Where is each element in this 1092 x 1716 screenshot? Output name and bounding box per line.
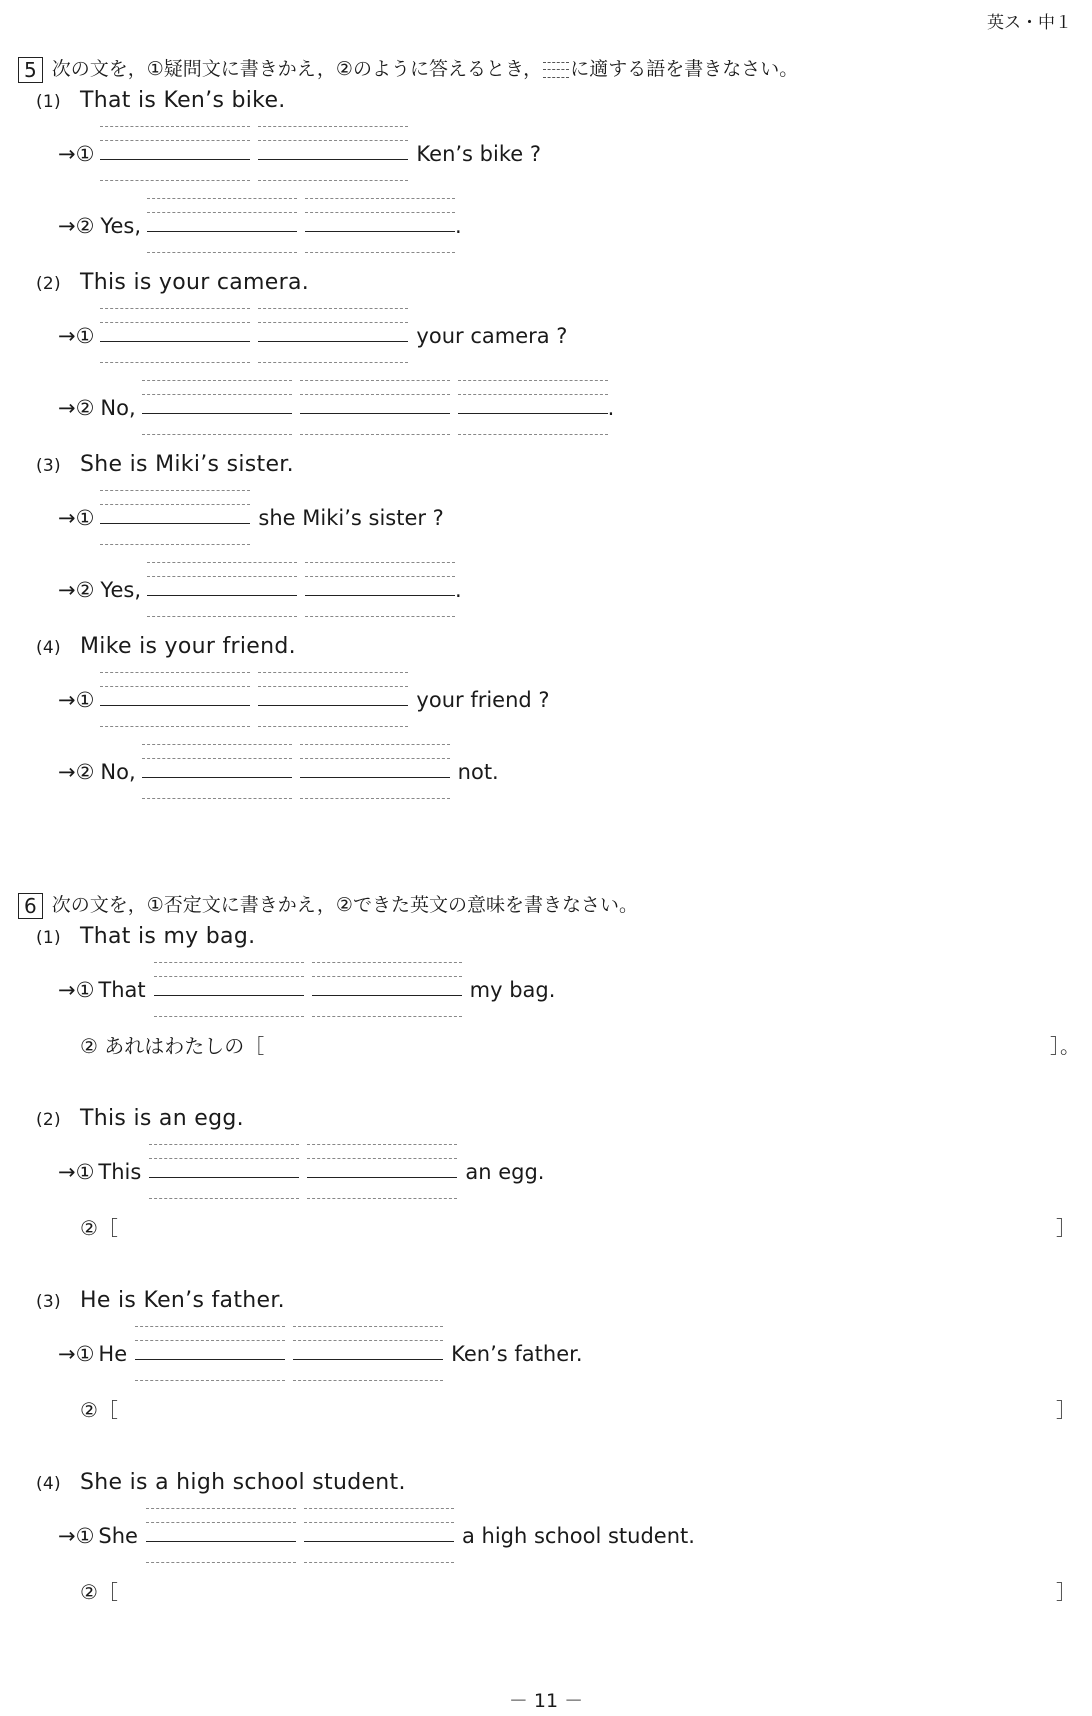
translation-6-4-close: ］	[1056, 1580, 1076, 1604]
answer-5-4-2: →② No, not.	[58, 744, 499, 802]
question-5-3: (3) She is Miki’s sister.	[36, 452, 294, 477]
section5-heading	[18, 54, 798, 83]
section6-number: 6	[18, 893, 43, 919]
answer-blank[interactable]	[300, 744, 450, 802]
answer-6-1-1: →① That my bag.	[58, 962, 555, 1020]
answer-5-2-2: →② No, .	[58, 380, 614, 438]
section6-instruction: 次の文を，①否定文に書きかえ，②できた英文の意味を書きなさい。	[51, 894, 638, 916]
answer-blank[interactable]	[142, 744, 292, 802]
answer-6-3-1: →① He Ken’s father.	[58, 1326, 583, 1384]
blank-symbol	[543, 62, 569, 78]
page-number: － 11 －	[508, 1690, 584, 1712]
answer-blank[interactable]	[100, 308, 250, 366]
answer-blank[interactable]	[258, 126, 408, 184]
answer-blank[interactable]	[305, 198, 455, 256]
answer-blank[interactable]	[307, 1144, 457, 1202]
answer-blank[interactable]	[100, 490, 250, 548]
answer-6-4-1: →① She a high school student.	[58, 1508, 695, 1566]
translation-6-1[interactable]: ② あれはわたしの［	[80, 1034, 265, 1058]
answer-5-4-1: →① your friend ?	[58, 672, 550, 730]
translation-6-4[interactable]: ②［	[80, 1580, 118, 1604]
section5-number: 5	[18, 57, 43, 83]
question-6-4: (4) She is a high school student.	[36, 1470, 406, 1495]
answer-blank[interactable]	[304, 1508, 454, 1566]
translation-6-2[interactable]: ②［	[80, 1216, 118, 1240]
answer-blank[interactable]	[305, 562, 455, 620]
answer-5-2-1: →① your camera ?	[58, 308, 567, 366]
section6-heading	[18, 890, 638, 919]
translation-6-3-close: ］	[1056, 1398, 1076, 1422]
translation-6-3[interactable]: ②［	[80, 1398, 118, 1422]
section5-instruction-pre: 次の文を，①疑問文に書きかえ，②のように答えるとき，	[51, 58, 543, 80]
answer-blank[interactable]	[258, 308, 408, 366]
question-5-1: (1) That is Ken’s bike.	[36, 88, 286, 113]
answer-5-3-2: →② Yes, .	[58, 562, 462, 620]
translation-6-2-close: ］	[1056, 1216, 1076, 1240]
question-6-2: (2) This is an egg.	[36, 1106, 244, 1131]
answer-blank[interactable]	[100, 126, 250, 184]
answer-blank[interactable]	[154, 962, 304, 1020]
translation-6-1-close: ］。	[1050, 1034, 1080, 1058]
answer-blank[interactable]	[300, 380, 450, 438]
question-5-2: (2) This is your camera.	[36, 270, 310, 295]
answer-blank[interactable]	[149, 1144, 299, 1202]
question-5-4: (4) Mike is your friend.	[36, 634, 296, 659]
answer-5-1-1: →① Ken’s bike ?	[58, 126, 541, 184]
answer-blank[interactable]	[258, 672, 408, 730]
answer-blank[interactable]	[293, 1326, 443, 1384]
section5-instruction-post: に適する語を書きなさい。	[570, 58, 799, 80]
answer-5-1-2: →② Yes, .	[58, 198, 462, 256]
header-code: 英ス・中１	[987, 13, 1072, 33]
answer-blank[interactable]	[146, 1508, 296, 1566]
answer-blank[interactable]	[458, 380, 608, 438]
answer-blank[interactable]	[100, 672, 250, 730]
answer-blank[interactable]	[135, 1326, 285, 1384]
question-6-1: (1) That is my bag.	[36, 924, 256, 949]
answer-5-3-1: →① she Miki’s sister ?	[58, 490, 444, 548]
answer-blank[interactable]	[312, 962, 462, 1020]
answer-blank[interactable]	[147, 562, 297, 620]
question-6-3: (3) He is Ken’s father.	[36, 1288, 285, 1313]
answer-6-2-1: →① This an egg.	[58, 1144, 544, 1202]
answer-blank[interactable]	[147, 198, 297, 256]
answer-blank[interactable]	[142, 380, 292, 438]
